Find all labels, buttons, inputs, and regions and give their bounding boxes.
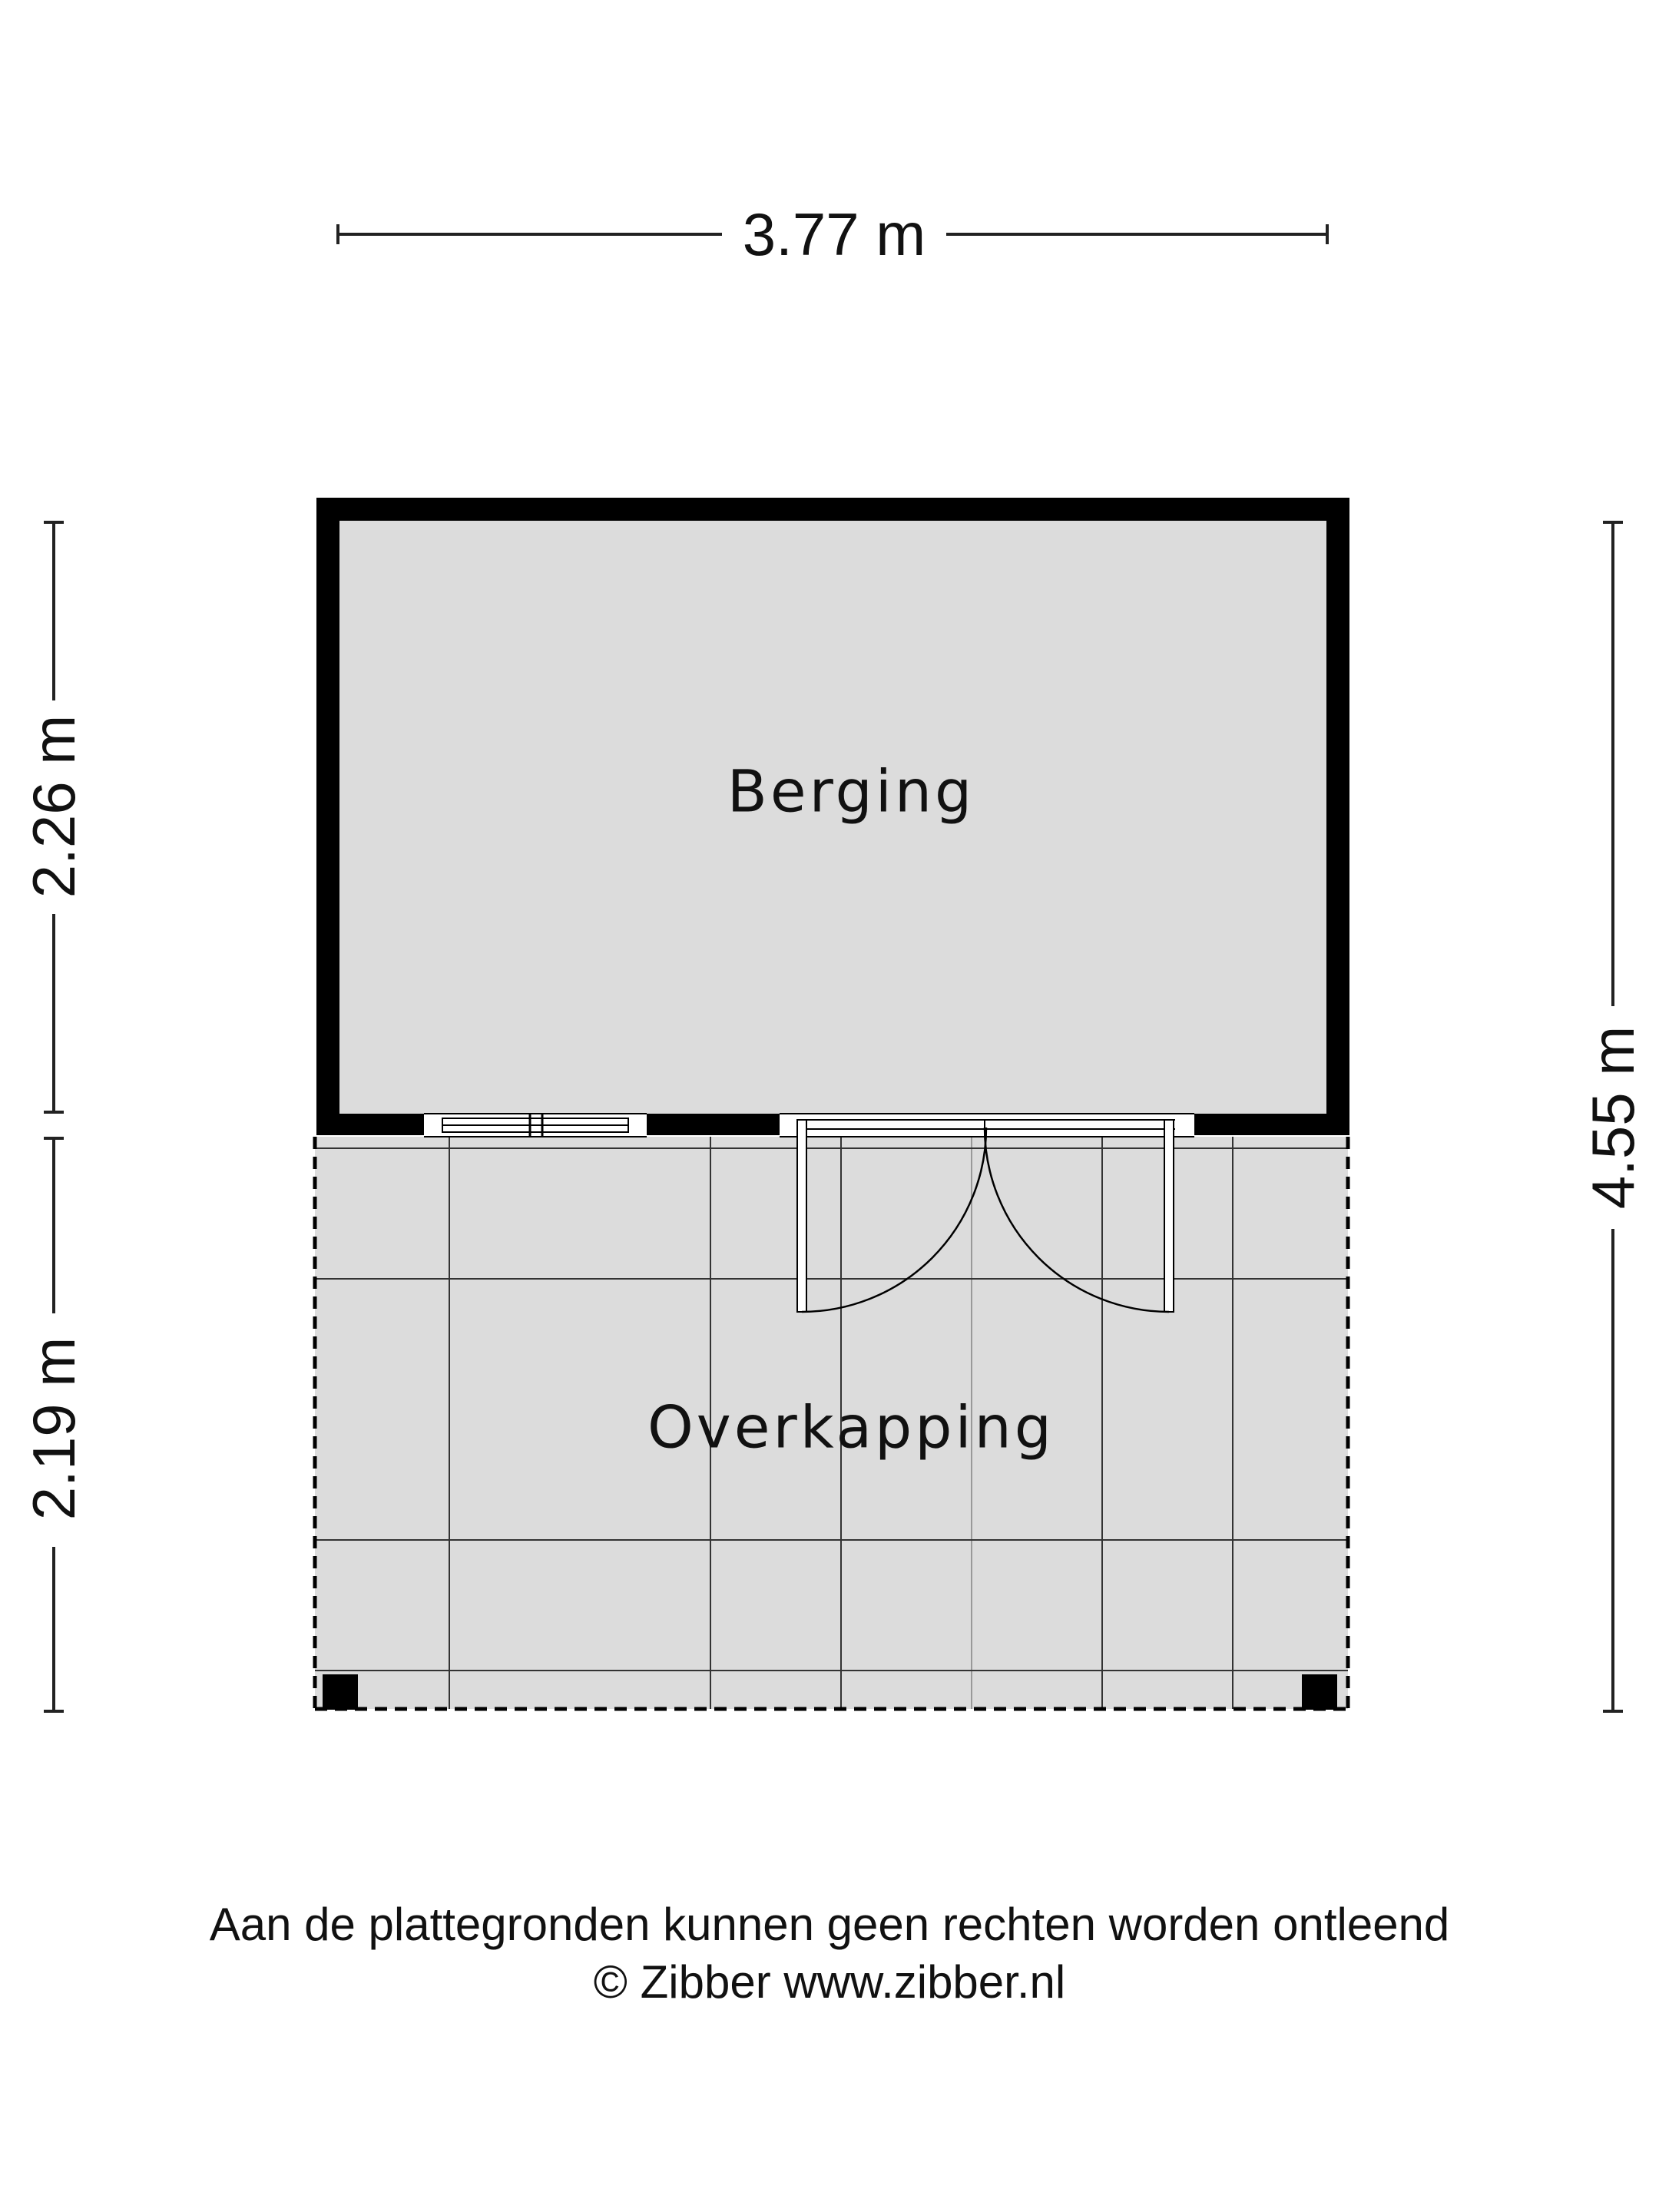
- window: [424, 1114, 647, 1137]
- dimension-right-total: [1579, 522, 1647, 1711]
- dimension-left-upper-label: 2.26 m: [20, 714, 88, 899]
- door-leaf-left: [797, 1120, 806, 1312]
- room-label-canopy: Overkapping: [647, 1392, 1055, 1462]
- support-post-right: [1302, 1674, 1337, 1710]
- dimension-left-lower-label: 2.19 m: [20, 1336, 88, 1521]
- dimension-right-label: 4.55 m: [1579, 1025, 1647, 1210]
- dimension-top-width: [338, 200, 1327, 268]
- dimension-left-upper: [20, 522, 88, 1112]
- support-post-left: [323, 1674, 358, 1710]
- dimension-left-lower: [20, 1138, 88, 1711]
- disclaimer-text: Aan de plattegronden kunnen geen rechten worden ontleend: [209, 1899, 1450, 1950]
- room-label-storage: Berging: [727, 757, 975, 826]
- copyright-text: © Zibber www.zibber.nl: [593, 1956, 1066, 2008]
- door-leaf-right: [1164, 1120, 1174, 1312]
- dimension-top-label: 3.77 m: [742, 200, 926, 268]
